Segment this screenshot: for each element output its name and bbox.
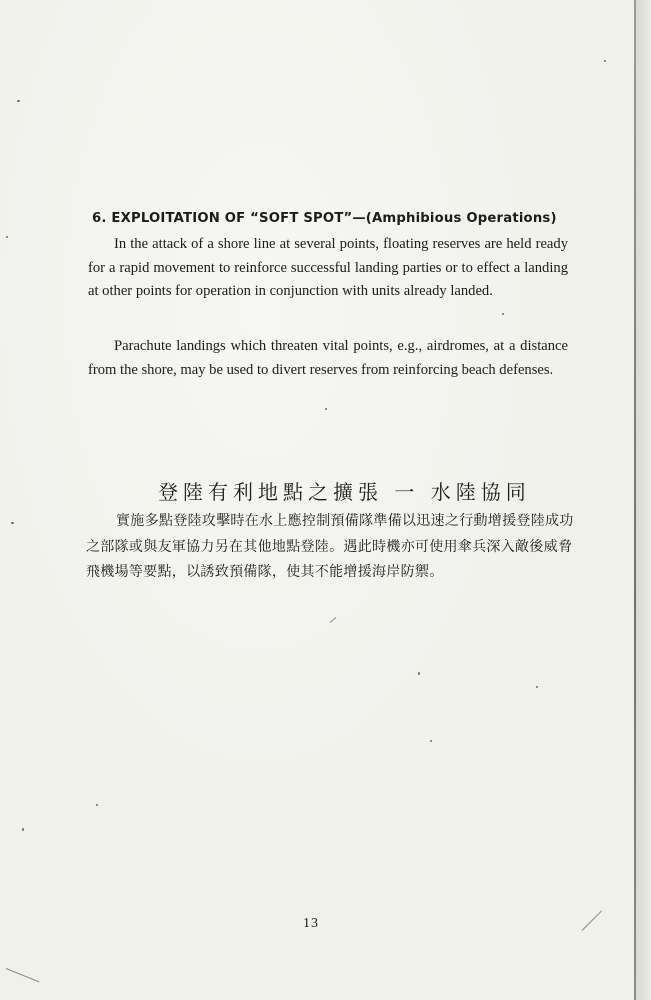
chinese-paragraph-text: 實施多點登陸攻擊時在水上應控制預備隊準備以迅速之行動增援登陸成功之部隊或與友軍協力另在其他地點登陸。遇此時機亦可使用傘兵深入敵後威脅飛機場等要點，以誘致預備隊，使其不能增援海岸防禦。 [86,513,574,580]
page-number: 13 [303,916,319,931]
english-paragraph-2 [88,335,568,382]
chinese-heading: 登陸有利地點之擴張 一 水陸協同 [158,480,531,504]
scan-scratch [6,968,40,982]
scan-scratch [330,617,337,623]
scan-speck [430,740,432,742]
english-paragraph-1 [88,233,568,304]
scan-speck [17,100,20,102]
scan-speck [11,522,14,524]
chinese-paragraph [86,509,586,586]
english-paragraph-2-text: Parachute landings which threaten vital points, e.g., airdromes, at a distance from the shore, may be used to divert reserves from reinforcing beach defenses. [88,338,568,378]
scan-speck [536,686,538,688]
scan-scratch [582,910,603,931]
page-fold-shadow [636,0,651,1000]
scan-speck [325,408,327,410]
english-paragraph-1-text: In the attack of a shore line at several points, floating reserves are held ready for a rapid movement to reinforce successful landing parties or to effect a landing at other points for operation in conjunction with units already landed. [88,236,568,300]
scan-speck [96,804,98,806]
scan-speck [6,236,8,238]
scan-speck [418,672,420,675]
scan-speck [22,828,24,831]
scan-speck [604,60,606,62]
section-heading: 6. EXPLOITATION OF “SOFT SPOT”—(Amphibious Operations) [92,211,557,226]
scan-speck [502,313,504,315]
